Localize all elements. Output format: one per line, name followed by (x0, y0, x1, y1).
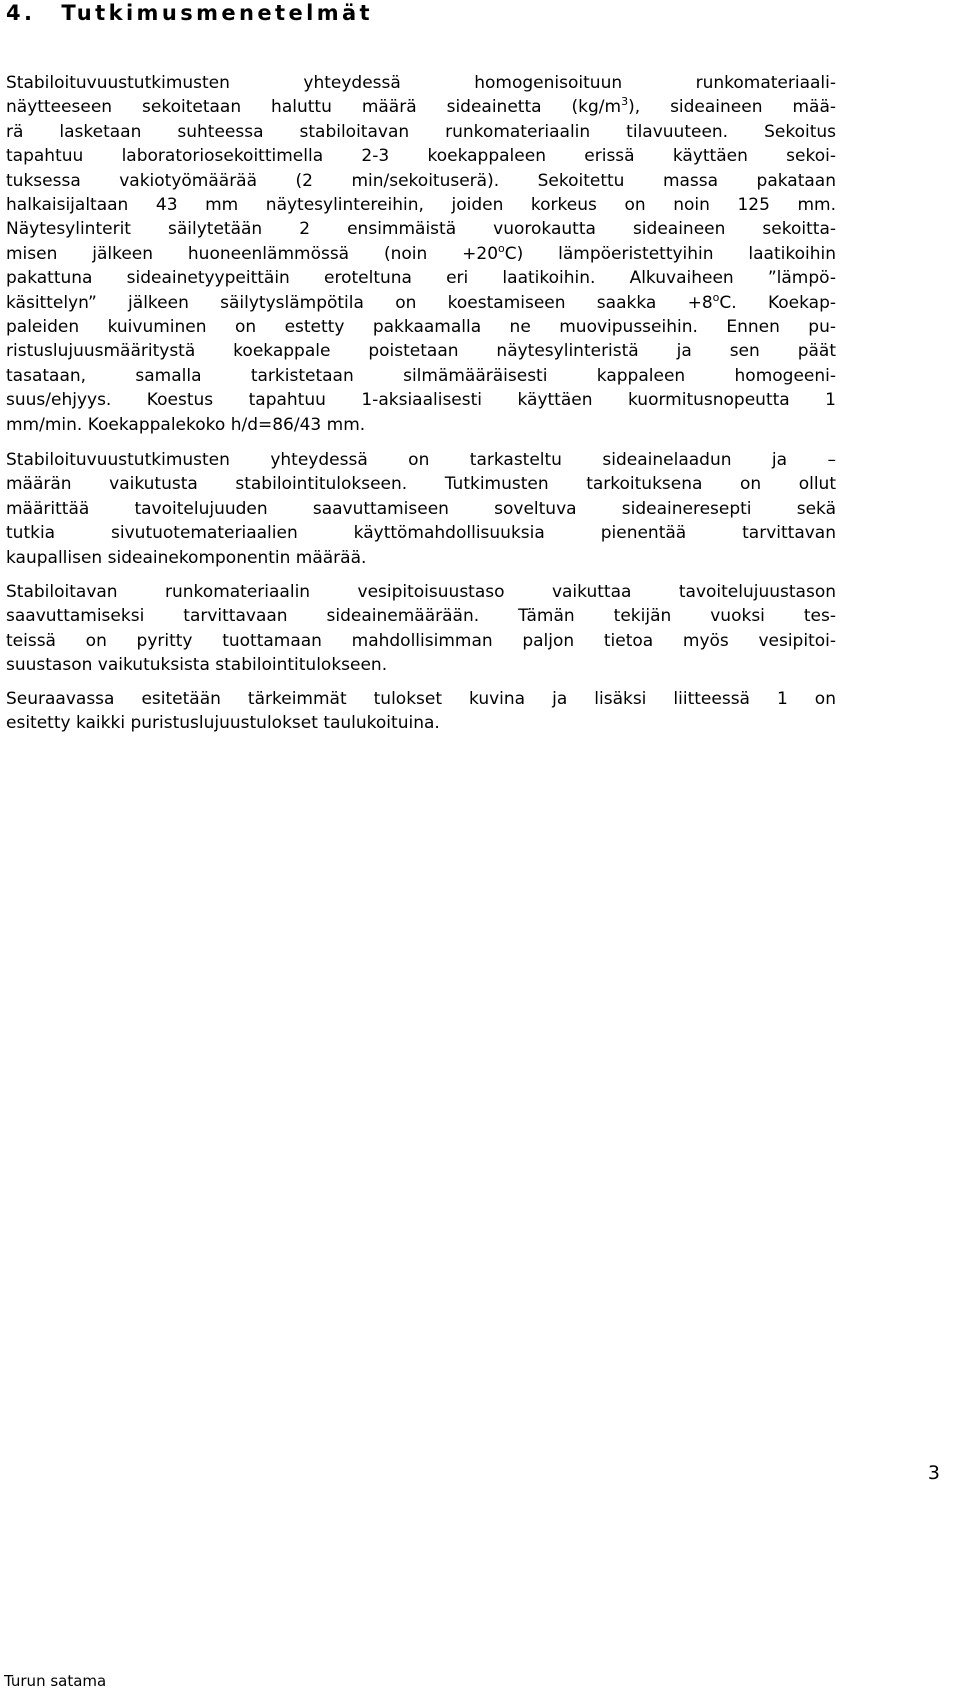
text-line: tapahtuu laboratoriosekoittimella 2-3 koekappaleen erissä käyttäen sekoi- (6, 146, 836, 167)
text-line: Stabiloituvuustutkimusten yhteydessä on tarkasteltu sideainelaadun ja – (6, 450, 836, 470)
text-line: rä lasketaan suhteessa stabiloitavan runkomateriaalin tilavuuteen. Sekoitus (6, 121, 836, 142)
text-line: kaupallisen sideainekomponentin määrää. (6, 547, 367, 568)
text-line: saavuttamiseksi tarvittavaan sideainemäärään. Tämän tekijän vuoksi tes- (6, 606, 836, 627)
text-line: määrän vaikutusta stabilointitulokseen. Tutkimusten tarkoituksena on ollut (6, 474, 836, 495)
text-line: Stabiloituvuustutkimusten yhteydessä homogenisoituun runkomateriaali- (6, 73, 836, 93)
text-line: pakattuna sideainetyypeittäin eroteltuna eri laatikoihin. Alkuvaiheen ”lämpö- (6, 268, 836, 289)
text-line: näytteeseen sekoitetaan haluttu määrä sideainetta $(kg/m^3)$, sideaineen mää- (6, 95, 836, 118)
text-line: paleiden kuivuminen on estetty pakkaamalla ne muovipusseihin. Ennen pu- (6, 317, 836, 338)
paragraph-2 (6, 448, 836, 570)
section-heading (6, 0, 373, 26)
text-line: suus/ehjyys. Koestus tapahtuu 1-aksiaalisesti käyttäen kuormitusnopeutta 1 (6, 390, 836, 411)
text-line: Näytesylinterit säilytetään 2 ensimmäistä vuorokautta sideaineen sekoitta- (6, 219, 836, 240)
page-number: 3 (927, 1462, 940, 1484)
text-line: tutkia sivutuotemateriaalien käyttömahdollisuuksia pienentää tarvittavan (6, 523, 836, 544)
text-line: Seuraavassa esitetään tärkeimmät tulokset kuvina ja lisäksi liitteessä 1 on (6, 689, 836, 709)
section-number: 4. (6, 1, 36, 25)
text-line: Stabiloitavan runkomateriaalin vesipitoisuustaso vaikuttaa tavoitelujuustason (6, 582, 836, 602)
text-line: tasataan, samalla tarkistetaan silmämääräisesti kappaleen homogeeni- (6, 365, 836, 386)
paragraph-4 (6, 687, 836, 736)
text-line: ristuslujuusmääritystä koekappale poistetaan näytesylinteristä ja sen päät (6, 341, 836, 362)
superscript: o (498, 241, 505, 255)
text-line: esitetty kaikki puristuslujuustulokset taulukoituina. (6, 713, 440, 734)
superscript: o (712, 290, 720, 304)
paragraph-1 (6, 71, 836, 437)
text-line: käsittelyn” jälkeen säilytyslämpötila on koestamiseen saakka $+8^oC$. Koekap- (6, 290, 836, 313)
footer-text: Turun satama (4, 1672, 107, 1690)
text-line: määrittää tavoitelujuuden saavuttamiseen soveltuva sideaineresepti sekä (6, 498, 836, 519)
text-line: halkaisijaltaan 43 mm näytesylintereihin, joiden korkeus on noin 125 mm. (6, 195, 836, 216)
text-line: teissä on pyritty tuottamaan mahdollisimman paljon tietoa myös vesipitoi- (6, 630, 836, 651)
section-title: Tutkimusmenetelmät (61, 1, 373, 25)
paragraph-3 (6, 580, 836, 678)
text-line: tuksessa vakiotyömäärää (2 min/sekoituserä). Sekoitettu massa pakataan (6, 170, 836, 191)
text-line: misen jälkeen huoneenlämmössä (noin $+20^oC$) lämpöeristettyihin laatikoihin (6, 241, 836, 264)
text-line: mm/min. Koekappalekoko h/d=86/43 mm. (6, 414, 366, 435)
superscript: 3 (621, 95, 629, 109)
text-line: suustason vaikutuksista stabilointitulokseen. (6, 655, 388, 676)
